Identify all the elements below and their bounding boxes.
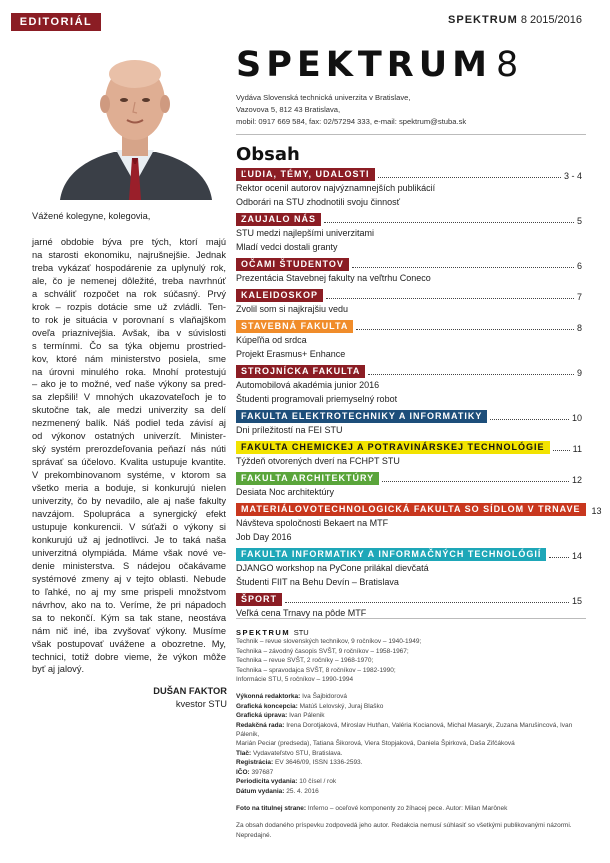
editorial-line: kov, ktoré nám ministerstvo posiela, sme (32, 353, 226, 364)
editorial-body (32, 236, 226, 676)
author-name: DUŠAN FAKTOR (153, 686, 227, 696)
toc-page-number: 14 (571, 551, 582, 561)
editorial-line: – ako je to možné, veď naše výkony sa pred- (32, 379, 226, 390)
toc-section-label: ŠPORT (236, 593, 282, 606)
toc-section-label: ZAUJALO NÁS (236, 213, 321, 226)
section-tag: EDITORIÁL (11, 13, 101, 31)
toc-page-number: 11 (572, 444, 582, 454)
history-line: Technik – revue slovenských technikov, 9 ročníkov – 1940-1949; (236, 638, 422, 646)
editorial-line: ustupuje konkurencii. V súťaži o výkony si (32, 521, 226, 532)
editorial-line: krok – rozpis dotácie sme už zvládli. Ten- (32, 301, 226, 312)
toc-item[interactable]: Projekt Erasmus+ Enhance (236, 349, 346, 359)
table-of-contents (236, 164, 602, 620)
editorial-line: to rok je situácia v porovnaní s vlaňajškom (32, 314, 226, 325)
toc-item[interactable]: Odborári na STU zhodnotili svoju činnosť (236, 197, 400, 207)
toc-section-label: FAKULTA ARCHITEKTÚRY (236, 472, 379, 485)
toc-section-label: KALEIDOSKOP (236, 289, 323, 302)
toc-item[interactable]: Desiata Noc architektúry (236, 487, 335, 497)
toc-page-number: 10 (571, 413, 582, 423)
editorial-line: ský systém prerozdeľovania peňazí nás núti (32, 444, 226, 455)
masthead-logo (236, 45, 523, 85)
editorial-line: však postupovať uvážene a obozretne. My, (32, 638, 226, 649)
staff-line: Grafická úprava: Ivan Pálenik (236, 712, 325, 720)
toc-section[interactable] (236, 546, 582, 561)
toc-item[interactable]: Týždeň otvorených dverí na FCHPT STU (236, 456, 400, 466)
toc-section[interactable] (236, 408, 582, 423)
staff-line: Registrácia: EV 3646/09, ISSN 1336-2593. (236, 759, 363, 767)
divider (236, 134, 586, 135)
imprint-history (236, 637, 586, 684)
publisher-address (236, 92, 466, 128)
editorial-line: treba vykázať hospodárenie za uplynulý rok, (32, 262, 226, 273)
editorial-line: skutočne tak, ale medzi univerzity sa delí (32, 405, 226, 416)
toc-item[interactable]: Job Day 2016 (236, 532, 292, 542)
disclaimer: Za obsah dodaného príspevku zodpovedá jeho autor. Redakcia nemusí súhlasiť so všetkými publikovanými názormi. Nepredajné. (236, 822, 572, 839)
toc-page-number: 13 (591, 506, 602, 516)
author-role: kvestor STU (175, 699, 227, 709)
editorial-line: systémové zmeny aj v tejto oblasti. Nebude (32, 573, 226, 584)
divider (236, 618, 586, 619)
staff-line: Dátum vydania: 25. 4. 2016 (236, 787, 319, 795)
address-line: mobil: 0917 669 584, fax: 02/57294 333, e-mail: spektrum@stuba.sk (236, 117, 467, 126)
toc-item[interactable]: Zvolil som si najkrajšiu vedu (236, 304, 349, 314)
editorial-line: V prekombinovanom systéme, v ktorom sa (32, 470, 226, 481)
toc-item[interactable]: Kúpeľňa od srdca (236, 335, 307, 345)
author-photo (52, 50, 218, 200)
toc-section-label: STAVEBNÁ FAKULTA (236, 320, 353, 333)
toc-page-number: 12 (571, 475, 582, 485)
editorial-line: byť aj jalový. (32, 664, 85, 675)
editorial-line: technici, totiž dobre vieme, že výkon môže (32, 651, 226, 662)
imprint (236, 628, 586, 840)
editorial-line: nezmenený balík. Náš podiel teda závisí aj (32, 418, 226, 429)
address-line: Vydáva Slovenská technická univerzita v Bratislave, (236, 93, 411, 102)
toc-leader-dots (368, 374, 574, 375)
signature (153, 685, 227, 711)
toc-leader-dots (285, 602, 569, 603)
editorial-line: a schváliť rozpočet na rok súčasný. Prvý (32, 288, 226, 299)
staff-line: Periodicita vydania: 10 čísel / rok (236, 778, 337, 786)
toc-page-number: 6 (576, 261, 582, 271)
editorial-line: všetko meria a boduje, si konkurujú nielen (32, 483, 226, 494)
toc-page-number: 5 (576, 216, 582, 226)
toc-leader-dots (378, 177, 561, 178)
history-line: Informácie STU, 5 ročníkov – 1990-1994 (236, 676, 354, 684)
editorial-line: sa zlepšili! V mnohých ukazovateľoch je to (32, 392, 226, 403)
toc-leader-dots (324, 222, 574, 223)
toc-section-label: FAKULTA INFORMATIKY A INFORMAČNÝCH TECHNOLÓGIÍ (236, 548, 546, 561)
logo-number: 8 (495, 45, 524, 85)
toc-section[interactable] (236, 318, 582, 333)
issue-label (448, 14, 582, 26)
toc-leader-dots (356, 329, 574, 330)
editorial-line: od výkonov ostatných univerzít. Minister- (32, 431, 226, 442)
toc-item[interactable]: STU medzi najlepšími univerzitami (236, 228, 375, 238)
editorial-line: správať sa účelovo. Kvalita ustupuje kvantite. (32, 457, 226, 468)
magazine-name: SPEKTRUM (448, 14, 518, 26)
photo-credit: Foto na titulnej strane: Inferno – oceľové komponenty zo žíhacej pece. Autor: Milan Marônek (236, 804, 508, 812)
toc-section-label: FAKULTA ELEKTROTECHNIKY A INFORMATIKY (236, 410, 487, 423)
toc-section[interactable] (236, 287, 582, 302)
toc-page-number: 8 (576, 323, 582, 333)
toc-section[interactable] (236, 363, 582, 378)
toc-item[interactable]: Študenti FIIT na Behu Devín – Bratislava (236, 577, 399, 587)
history-line: Technika – spravodajca SVŠT, 8 ročníkov – 1982-1990; (236, 666, 396, 674)
issue-number: 8 2015/2016 (520, 14, 582, 26)
editorial-line: návrhov, ako na to. Veríme, že pri nápadoch (32, 599, 226, 610)
editorial-line: denie ministerstva. S nádejou očakávame (32, 560, 226, 571)
toc-leader-dots (352, 267, 574, 268)
toc-section[interactable] (236, 256, 582, 271)
editorial-line: sa to nekončí. Kým sa tak stane, neostáva (32, 612, 226, 623)
staff-line: Tlač: Vydavateľstvo STU, Bratislava. (236, 749, 343, 757)
toc-item[interactable]: Automobilová akadémia junior 2016 (236, 380, 380, 390)
imprint-staff (236, 692, 586, 795)
toc-page-number: 7 (576, 292, 582, 302)
toc-item[interactable]: Dni príležitostí na FEI STU (236, 425, 343, 435)
toc-item[interactable]: Študenti programovali priemyselný robot (236, 394, 398, 404)
address-line: Vazovova 5, 812 43 Bratislava, (236, 105, 341, 114)
toc-section[interactable] (236, 211, 582, 226)
editorial-line: univerzitná olympiáda. Máme však nové ve- (32, 547, 226, 558)
toc-leader-dots (490, 419, 569, 420)
toc-leader-dots (326, 298, 574, 299)
history-line: Technika – revue SVŠT, 2 ročníky – 1968-1970; (236, 657, 374, 665)
editorial-line: na starosti ekonomiku, najrušnejšie. Jednak (32, 249, 226, 260)
staff-line: Marián Peciar (predseda), Tatiana Šikorová, Viera Stopjaková, Daniela Špirková, Daša Zifčáková (236, 740, 515, 748)
toc-title: Obsah (236, 144, 300, 165)
staff-line: IČO: 397687 (236, 768, 274, 776)
toc-leader-dots (382, 481, 569, 482)
toc-item[interactable]: DJANGO workshop na PyCone prilákal dievčatá (236, 563, 429, 573)
imprint-heading: SPEKTRUM STU (236, 628, 309, 637)
toc-section[interactable] (236, 591, 582, 606)
toc-section[interactable] (236, 166, 582, 181)
editorial-line: ale, čo je nemenej dôležité, treba navrhnúť (32, 275, 226, 286)
toc-item[interactable]: Rektor ocenil autorov najvýznamnejších publikácií (236, 183, 436, 193)
editorial-line: s termínmi. Čo sa týka objemu prostried- (32, 340, 226, 351)
toc-item[interactable]: Veľká cena Trnavy na pôde MTF (236, 608, 367, 618)
staff-line: Grafická koncepcia: Matúš Lelovský, Juraj Blaško (236, 702, 384, 710)
toc-section[interactable] (236, 470, 582, 485)
editorial-line: navzájom. Spolupráca a synergický efekt (32, 509, 226, 520)
toc-item[interactable]: Prezentácia Stavebnej fakulty na veľtrhu Coneco (236, 273, 431, 283)
logo-text: SPEKTRUM (236, 45, 492, 85)
toc-section-label: ĽUDIA, TÉMY, UDALOSTI (236, 168, 375, 181)
editorial-line: oveľa priaznivejšia. Avšak, iba v súvislosti (32, 327, 226, 338)
toc-leader-dots (553, 450, 570, 451)
editorial-line: konkurujú už aj jednotlivci. Je to taká naša (32, 534, 226, 545)
staff-line: Redakčná rada: Irena Dorotjaková, Miroslav Hutňan, Valéria Kocianová, Michal Masaryk, Zuzana Marušincová, Ivan Pálenik, (236, 721, 573, 739)
editorial-line: univerzity, čo by nevadilo, ale aj naše fakulty (32, 496, 226, 507)
toc-section-label: FAKULTA CHEMICKEJ A POTRAVINÁRSKEJ TECHNOLÓGIE (236, 441, 550, 454)
toc-section-label: STROJNÍCKA FAKULTA (236, 365, 365, 378)
toc-section[interactable] (236, 439, 582, 454)
editorial-line: nám nič iné, iba zvyšovať výkony. Musíme (32, 625, 226, 636)
toc-section[interactable] (236, 501, 602, 516)
toc-page-number: 3 - 4 (563, 171, 582, 181)
editorial-line: jarné obdobie býva pre tých, ktorí majú (32, 237, 226, 247)
history-line: Technika – závodný časopis SVŠT, 9 ročníkov – 1958-1967; (236, 647, 409, 655)
staff-line: Výkonná redaktorka: Iva Šajbidorová (236, 693, 347, 701)
toc-page-number: 9 (576, 368, 582, 378)
toc-page-number: 15 (571, 596, 582, 606)
toc-item[interactable]: Mladí vedci dostali granty (236, 242, 338, 252)
editorial-line: to ľahké, no aj my sme prispeli množstvom (32, 586, 226, 597)
toc-leader-dots (549, 557, 569, 558)
toc-item[interactable]: Návšteva spoločnosti Bekaert na MTF (236, 518, 389, 528)
toc-section-label: MATERIÁLOVOTECHNOLOGICKÁ FAKULTA SO SÍDLOM V TRNAVE (236, 503, 586, 516)
editorial-line: na úrovni minulého roka. Mnohí protestujú (32, 366, 226, 377)
editorial-greeting: Vážené kolegyne, kolegovia, (32, 211, 151, 221)
toc-section-label: OČAMI ŠTUDENTOV (236, 258, 349, 271)
